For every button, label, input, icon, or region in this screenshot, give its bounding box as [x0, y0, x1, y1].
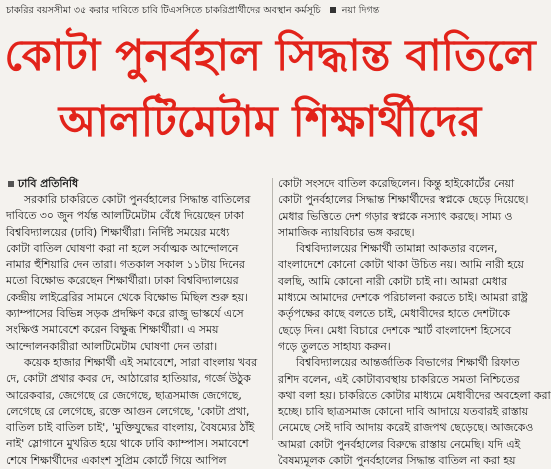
- source-label: নয়া দিগন্ত: [341, 5, 380, 16]
- body-text-line: মেধার ভিত্তিতে দেশ গড়ার স্বপ্নকে নস্যাৎ করছে। সাম্য ও: [278, 209, 513, 223]
- body-text-line: কোটা সংসদে বাতিল করেছিলেন। কিন্তু হাইকোর্টের নেয়া: [278, 177, 515, 190]
- body-text-line: ক্যাম্পাসের বিভিন্ন সড়ক প্রদক্ষিণ করে রাজু ভাস্কর্যে এসে: [6, 307, 244, 321]
- kicker-text: চাকরির বয়সসীমা ৩৫ করার দাবিতে চাবি টিএসসিতে চাকরিপ্রার্থীদের অবস্থান কর্মসূচি: [6, 5, 321, 16]
- body-text-line: কথা বলা হয়। চাকরিতে কোটার মাধ্যমে মেধাবীদের অবহেলা করা: [278, 388, 551, 402]
- body-text-line: মতো বিক্ষোভ করেছেন শিক্ষার্থীরা। ঢাকা বিশ্ববিদ্যালয়ের: [6, 274, 239, 288]
- headline-line-2: আলটিমেটাম শিক্ষার্থীদের: [58, 97, 482, 147]
- body-text-line: কর্তৃপক্ষের কাছে বলতে চাই, মেধাবীদের হাতে দেশটাকে: [278, 307, 510, 321]
- body-text-line: রশিদ বলেন, এই কোটাব্যবস্থায় চাকরিতে সমতা নিশ্চিতের: [278, 372, 520, 386]
- body-text-line: সংক্ষিপ্ত সমাবেশে করেন বিক্ষুব্ধ শিক্ষার্থীরা। এ সময়: [6, 323, 219, 337]
- body-text-line: কয়েক হাজার শিক্ষার্থী এই সমাবেশে, সারা বাংলায় খবর: [24, 355, 258, 369]
- body-text-line: নামার হুঁশিয়ারি দেন তারা। গতকাল সকাল ১১টায় দিনের: [6, 258, 245, 272]
- body-text-line: মাধ্যমে আমাদের দেশকে পরিচালনা করতে চাই। আমরা রাষ্ট্র: [278, 291, 528, 305]
- body-text-line: বিশ্ববিদ্যালয়ের (ঢাবি) শিক্ষার্থীরা। নির্দিষ্ট সময়ের মধ্যে: [6, 225, 230, 239]
- body-text-line: লেগেছে রে লেগেছে, রক্তে আগুন লেগেছে, 'কোটা প্রথা,: [6, 404, 250, 418]
- body-text-line: দে, কোটা প্রথার কবর দে, আঠারোর হাতিয়ার, গর্জে উঠুক: [6, 372, 251, 386]
- body-text-line: গড়ে তুলতে সাহায্য করুন।: [278, 339, 391, 353]
- body-text-line: বিশ্ববিদ্যালয়ের শিক্ষার্থী তামান্না আকতার বলেন,: [296, 242, 498, 256]
- body-text-line: দাবিতে ৩০ জুন পর্যন্ত আলটিমেটাম বেঁধে দিয়েছেন ঢাকা: [6, 209, 244, 223]
- body-text-line: নাই' স্লোগানে মুখরিত হয়ে থাকে ঢাবি ক্যাম্পাস। সমাবেশে: [6, 437, 249, 451]
- body-text-line: শেষে শিক্ষার্থীদের একাংশ সুপ্রিম কোর্টে গিয়ে আপিল: [6, 453, 227, 467]
- column-divider: [272, 178, 273, 440]
- body-text-line: হচ্ছে। চাবি ছাত্রসমাজ কোনো দাবি আদায়ে যতবারই রাস্তায়: [278, 405, 529, 419]
- kicker-line: [6, 4, 536, 18]
- bullet-square-icon: [330, 7, 336, 13]
- byline-text: ঢাবি প্রতিনিধি: [18, 176, 79, 190]
- body-text-line: আমরা কোটা পুনর্বহালের বিরুদ্ধে রাস্তায় নেমেছি। যদি এই: [278, 437, 521, 451]
- body-text-line: আন্দোলনকারীরা আলটিমেটাম ঘোষণা দেন তারা।: [6, 339, 218, 353]
- headline-line-1: কোটা পুনর্বহাল সিদ্ধান্ত বাতিলে: [4, 31, 536, 81]
- body-text-line: বলছি, আমি কোনো নারী কোটা চাই না। আমরা মেধার: [278, 274, 508, 288]
- body-text-line: নেমেছে সেই দাবি আদায় করেই রাজপথ ছেড়েছে। আজকেও: [278, 421, 534, 435]
- body-text-line: কোটা বাতিল ঘোষণা করা না হলে সর্বাত্মক আন্দোলনে: [6, 241, 239, 255]
- body-text-line: বিশ্ববিদ্যালয়ের আন্তর্জাতিক বিভাগের শিক্ষার্থী রিফাত: [296, 356, 520, 370]
- byline: [6, 176, 268, 192]
- body-text-line: কেন্দ্রীয় লাইব্রেরির সামনে থেকে বিক্ষোভ মিছিল শুরু হয়।: [6, 290, 248, 304]
- body-text-line: সরকারি চাকরিতে কোটা পুনর্বহালের সিদ্ধান্ত বাতিলের: [24, 193, 251, 206]
- body-text-line: বাতিল চাই বাতিল চাই', 'মুক্তিযুদ্ধের বাংলায়, বৈষম্যের ঠাঁই: [6, 421, 255, 435]
- body-text-line: সামাজিক ন্যায়বিচার ভঙ্গ করছে।: [278, 225, 415, 239]
- body-text-line: বাংলাদেশে কোনো কোটা থাকা উচিত নয়। আমি নারী হয়ে: [278, 258, 524, 272]
- bullet-square-icon: [8, 181, 14, 187]
- body-text-line: কোটা পুনর্বহালের সিদ্ধান্ত শিক্ষার্থীদের স্বপ্নকে ছেড়ে দিয়েছে।: [278, 193, 529, 207]
- right-column: [278, 176, 551, 468]
- left-column: [6, 176, 268, 467]
- body-text-line: আরেকবার, জেগেছে রে জেগেছে, ছাত্রসমাজ জেগেছে,: [6, 388, 242, 402]
- body-text-line: ছেড়ে দিন। মেধা বিচারে দেশকে স্মার্ট বাংলাদেশ হিসেবে: [278, 323, 512, 337]
- body-text-line: বৈষম্যমূলক কোটা পুনর্বহালের সিদ্ধান্ত বাতিল না করা হয়: [278, 454, 516, 468]
